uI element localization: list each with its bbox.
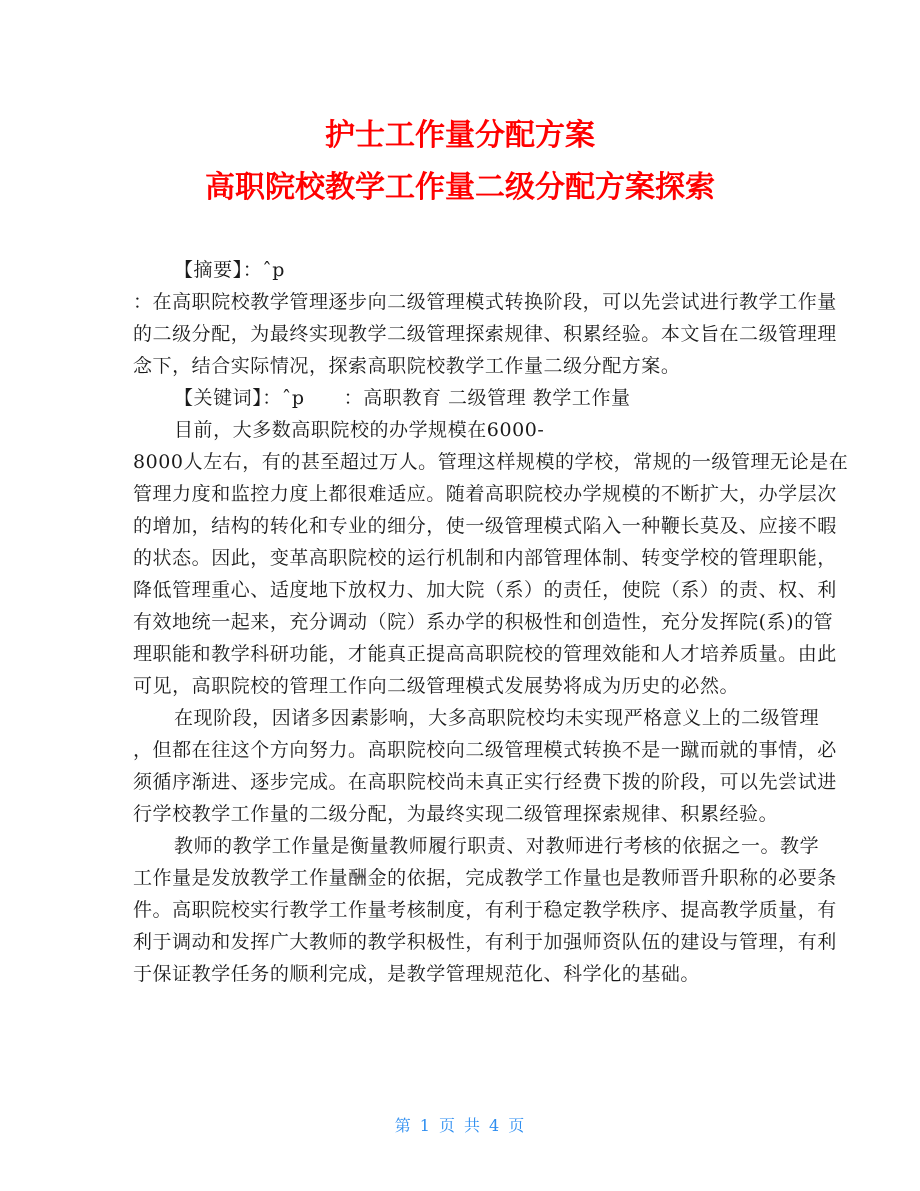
paragraph-1-line: 的增加，结构的转化和专业的细分，使一级管理模式陷入一种鞭长莫及、应接不暇 bbox=[133, 515, 837, 537]
keywords-line: 【关键词】：ˆp ：高职教育 二级管理 教学工作量 bbox=[174, 387, 631, 409]
paragraph-2-line: 行学校教学工作量的二级分配，为最终实现二级管理探索规律、积累经验。 bbox=[133, 803, 779, 825]
abstract-label: 【摘要】：ˆp bbox=[174, 259, 286, 281]
footer-suffix: 页 bbox=[508, 1116, 526, 1135]
paragraph-1-line: 可见，高职院校的管理工作向二级管理模式发展势将成为历史的必然。 bbox=[133, 675, 740, 697]
paragraph-1-line: 理职能和教学科研功能，才能真正提高高职院校的管理效能和人才培养质量。由此 bbox=[133, 643, 837, 665]
paragraph-2-line: 须循序渐进、逐步完成。在高职院校尚未真正实行经费下拨的阶段，可以先尝试进 bbox=[133, 771, 837, 793]
paragraph-2-line: ，但都在往这个方向努力。高职院校向二级管理模式转换不是一蹴而就的事情，必 bbox=[133, 739, 837, 761]
current-page-number: 1 bbox=[419, 1116, 431, 1135]
footer-page-word: 页 bbox=[438, 1116, 456, 1135]
paragraph-3-line: 教师的教学工作量是衡量教师履行职责、对教师进行考核的依据之一。教学 bbox=[174, 835, 820, 857]
abstract-line: ：在高职院校教学管理逐步向二级管理模式转换阶段，可以先尝试进行教学工作量 bbox=[133, 291, 837, 313]
paragraph-1-line: 8000人左右，有的甚至超过万人。管理这样规模的学校，常规的一级管理无论是在 bbox=[133, 451, 849, 473]
paragraph-1-line: 的状态。因此，变革高职院校的运行机制和内部管理体制、转变学校的管理职能， bbox=[133, 547, 837, 569]
total-pages-number: 4 bbox=[489, 1116, 501, 1135]
footer-prefix: 第 bbox=[394, 1116, 412, 1135]
paragraph-3-line: 利于调动和发挥广大教师的教学积极性，有利于加强师资队伍的建设与管理，有利 bbox=[133, 931, 837, 953]
paragraph-3-line: 件。高职院校实行教学工作量考核制度，有利于稳定教学秩序、提高教学质量，有 bbox=[133, 899, 837, 921]
paragraph-3-line: 工作量是发放教学工作量酬金的依据，完成教学工作量也是教师晋升职称的必要条 bbox=[133, 867, 837, 889]
footer-total-word: 共 bbox=[464, 1116, 482, 1135]
document-subtitle: 高职院校教学工作量二级分配方案探索 bbox=[205, 170, 715, 205]
paragraph-1-line: 降低管理重心、适度地下放权力、加大院（系）的责任，使院（系）的责、权、利 bbox=[133, 579, 837, 601]
paragraph-1-line: 有效地统一起来，充分调动（院）系办学的积极性和创造性，充分发挥院(系)的管 bbox=[133, 611, 834, 633]
paragraph-1-line: 目前，大多数高职院校的办学规模在6000- bbox=[174, 419, 545, 441]
abstract-line: 念下，结合实际情况，探索高职院校教学工作量二级分配方案。 bbox=[133, 355, 681, 377]
document-title: 护士工作量分配方案 bbox=[325, 118, 595, 153]
abstract-line: 的二级分配，为最终实现教学二级管理探索规律、积累经验。本文旨在二级管理理 bbox=[133, 323, 837, 345]
page-footer bbox=[0, 1113, 920, 1136]
document-body bbox=[133, 254, 849, 990]
paragraph-1-line: 管理力度和监控力度上都很难适应。随着高职院校办学规模的不断扩大，办学层次 bbox=[133, 483, 837, 505]
paragraph-2-line: 在现阶段，因诸多因素影响，大多高职院校均未实现严格意义上的二级管理 bbox=[174, 707, 820, 729]
paragraph-3-line: 于保证教学任务的顺利完成，是教学管理规范化、科学化的基础。 bbox=[133, 963, 700, 985]
